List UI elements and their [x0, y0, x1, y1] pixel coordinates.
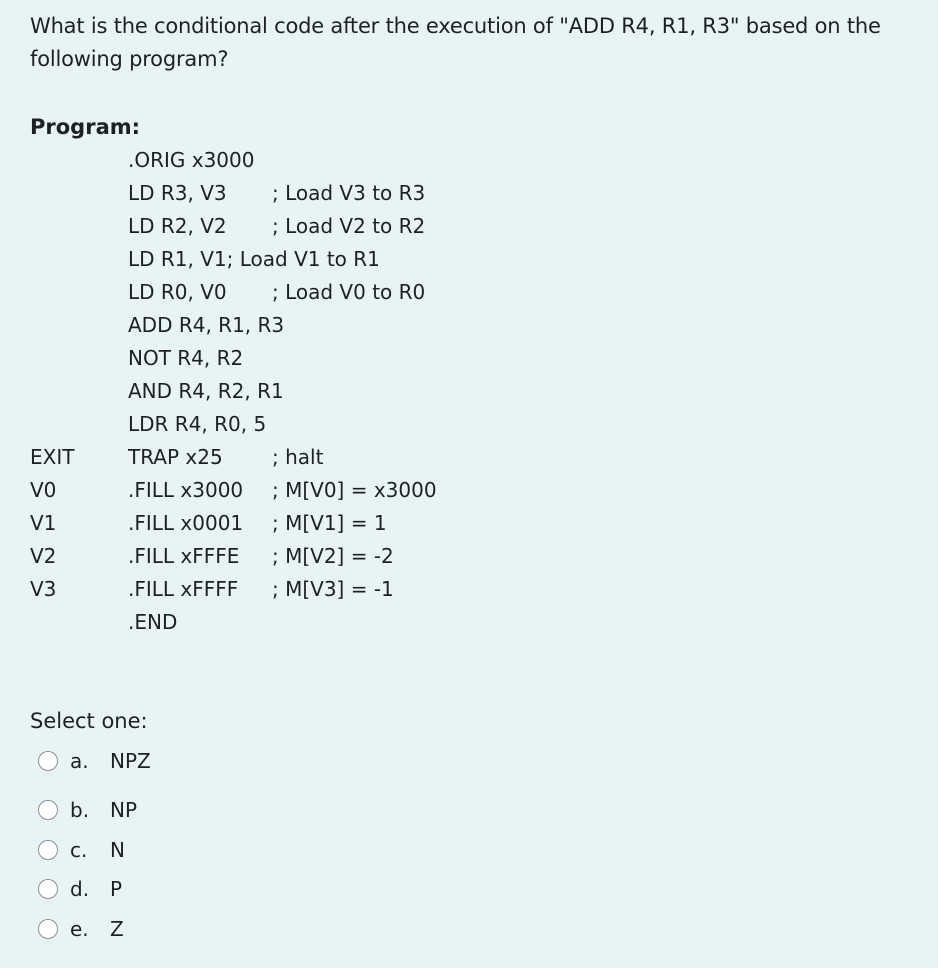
code-instruction: LD R2, V2 [128, 214, 227, 238]
code-label: EXIT [30, 445, 75, 469]
radio-button-c[interactable] [38, 840, 58, 860]
program-heading: Program: [30, 115, 141, 139]
select-one-label: Select one: [30, 709, 148, 733]
code-comment: ; M[V2] = -2 [272, 544, 394, 568]
code-instruction: LD R1, V1; Load V1 to R1 [128, 247, 380, 271]
code-label: V3 [30, 577, 57, 601]
option-text: P [110, 877, 123, 901]
answer-option-e[interactable] [38, 914, 124, 944]
code-label: V2 [30, 544, 57, 568]
option-text: NP [110, 798, 138, 822]
radio-button-d[interactable] [38, 879, 58, 899]
option-letter: c. [70, 838, 88, 862]
code-label: V1 [30, 511, 57, 535]
option-letter: a. [70, 749, 89, 773]
option-letter: d. [70, 877, 90, 901]
code-comment: ; M[V1] = 1 [272, 511, 387, 535]
answer-option-d[interactable] [38, 874, 122, 904]
option-letter: b. [70, 798, 90, 822]
option-letter: e. [70, 917, 89, 941]
code-instruction: ADD R4, R1, R3 [128, 313, 285, 337]
code-instruction: .FILL x3000 [128, 478, 244, 502]
radio-button-e[interactable] [38, 919, 58, 939]
code-comment: ; M[V3] = -1 [272, 577, 394, 601]
radio-button-b[interactable] [38, 800, 58, 820]
option-text: N [110, 838, 125, 862]
code-instruction: .FILL xFFFF [128, 577, 239, 601]
code-comment: ; Load V2 to R2 [272, 214, 426, 238]
code-comment: ; halt [272, 445, 324, 469]
option-text: NPZ [110, 749, 151, 773]
code-instruction: .END [128, 610, 178, 634]
answer-option-a[interactable] [38, 746, 151, 776]
question-text: What is the conditional code after the execution of "ADD R4, R1, R3" based on the following program? [30, 14, 881, 71]
code-instruction: LD R3, V3 [128, 181, 227, 205]
code-instruction: NOT R4, R2 [128, 346, 244, 370]
option-text: Z [110, 917, 124, 941]
radio-button-a[interactable] [38, 751, 58, 771]
answer-option-c[interactable] [38, 835, 125, 865]
code-comment: ; Load V0 to R0 [272, 280, 426, 304]
answer-option-b[interactable] [38, 795, 137, 825]
code-instruction: .FILL xFFFE [128, 544, 240, 568]
code-instruction: .ORIG x3000 [128, 148, 255, 172]
code-instruction: TRAP x25 [128, 445, 223, 469]
code-instruction: LD R0, V0 [128, 280, 227, 304]
code-comment: ; M[V0] = x3000 [272, 478, 437, 502]
code-instruction: .FILL x0001 [128, 511, 244, 535]
code-instruction: AND R4, R2, R1 [128, 379, 284, 403]
code-label: V0 [30, 478, 57, 502]
code-comment: ; Load V3 to R3 [272, 181, 426, 205]
code-instruction: LDR R4, R0, 5 [128, 412, 267, 436]
